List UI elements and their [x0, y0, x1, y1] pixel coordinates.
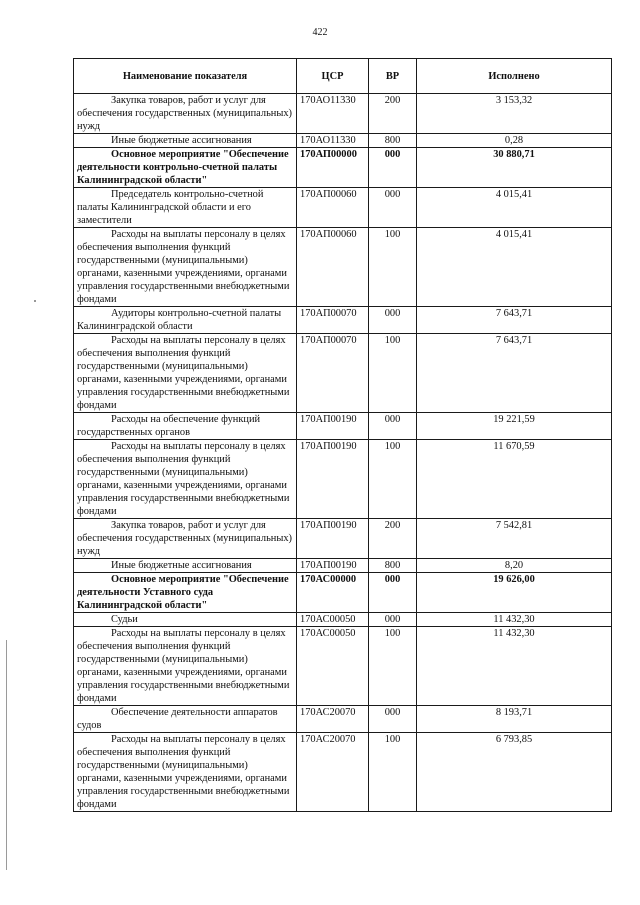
- row-name-cell: Закупка товаров, работ и услуг для обеспечения государственных (муниципальных) нужд: [74, 94, 297, 134]
- row-csr-code-cell: 170АП00190: [297, 413, 369, 440]
- row-name-cell: Расходы на выплаты персоналу в целях обеспечения выполнения функций государственными (муниципальными) органами, казенными учреждениями, органами управления государственными внебюджетными фондами: [74, 440, 297, 519]
- table-row: [74, 627, 612, 706]
- table-row: [74, 188, 612, 228]
- row-vr-code-cell: 800: [369, 134, 417, 148]
- row-vr-code-cell: 000: [369, 307, 417, 334]
- scan-edge-mark: [6, 640, 7, 870]
- row-csr-code-cell: 170АО11330: [297, 94, 369, 134]
- row-vr-code-cell: 000: [369, 706, 417, 733]
- row-csr-code-cell: 170АС20070: [297, 733, 369, 812]
- row-amount-cell: 4 015,41: [417, 228, 612, 307]
- row-name-cell: Судьи: [74, 613, 297, 627]
- row-amount-cell: 8 193,71: [417, 706, 612, 733]
- table-row: [74, 148, 612, 188]
- row-csr-code-cell: 170АП00070: [297, 334, 369, 413]
- row-csr-code-cell: 170АП00070: [297, 307, 369, 334]
- table-row: [74, 559, 612, 573]
- row-csr-code-cell: 170АП00190: [297, 519, 369, 559]
- table-body: [74, 94, 612, 812]
- row-vr-code-cell: 100: [369, 733, 417, 812]
- row-csr-code-cell: 170АП00190: [297, 440, 369, 519]
- row-name-cell: Аудиторы контрольно-счетной палаты Калининградской области: [74, 307, 297, 334]
- row-csr-code-cell: 170АС00050: [297, 613, 369, 627]
- row-vr-code-cell: 000: [369, 148, 417, 188]
- header-vr: ВР: [369, 59, 417, 94]
- row-amount-cell: 0,28: [417, 134, 612, 148]
- row-csr-code-cell: 170АС20070: [297, 706, 369, 733]
- row-amount-cell: 7 643,71: [417, 307, 612, 334]
- row-name-cell: Обеспечение деятельности аппаратов судов: [74, 706, 297, 733]
- header-amount: Исполнено: [417, 59, 612, 94]
- row-amount-cell: 6 793,85: [417, 733, 612, 812]
- header-csr: ЦСР: [297, 59, 369, 94]
- row-amount-cell: 7 643,71: [417, 334, 612, 413]
- row-csr-code-cell: 170АП00000: [297, 148, 369, 188]
- row-amount-cell: 19 221,59: [417, 413, 612, 440]
- page-number: 422: [312, 27, 328, 38]
- row-csr-code-cell: 170АС00000: [297, 573, 369, 613]
- row-name-cell: Председатель контрольно-счетной палаты Калининградской области и его заместители: [74, 188, 297, 228]
- table-row: [74, 573, 612, 613]
- row-vr-code-cell: 100: [369, 334, 417, 413]
- row-vr-code-cell: 100: [369, 627, 417, 706]
- table-row: [74, 307, 612, 334]
- row-csr-code-cell: 170АП00190: [297, 559, 369, 573]
- table-row: [74, 134, 612, 148]
- table-row: [74, 228, 612, 307]
- row-amount-cell: 19 626,00: [417, 573, 612, 613]
- row-vr-code-cell: 000: [369, 613, 417, 627]
- row-vr-code-cell: 200: [369, 519, 417, 559]
- row-vr-code-cell: 100: [369, 228, 417, 307]
- row-csr-code-cell: 170АО11330: [297, 134, 369, 148]
- row-amount-cell: 4 015,41: [417, 188, 612, 228]
- table-header-row: [74, 59, 612, 94]
- table-row: [74, 334, 612, 413]
- row-name-cell: Расходы на обеспечение функций государственных органов: [74, 413, 297, 440]
- header-name: Наименование показателя: [74, 59, 297, 94]
- row-vr-code-cell: 000: [369, 413, 417, 440]
- row-vr-code-cell: 000: [369, 573, 417, 613]
- row-amount-cell: 3 153,32: [417, 94, 612, 134]
- row-name-cell: Иные бюджетные ассигнования: [74, 559, 297, 573]
- row-vr-code-cell: 800: [369, 559, 417, 573]
- row-vr-code-cell: 100: [369, 440, 417, 519]
- row-name-cell: Основное мероприятие "Обеспечение деятельности контрольно-счетной палаты Калининградской области": [74, 148, 297, 188]
- row-csr-code-cell: 170АС00050: [297, 627, 369, 706]
- budget-table: [73, 58, 612, 812]
- table-row: [74, 440, 612, 519]
- row-vr-code-cell: 200: [369, 94, 417, 134]
- row-amount-cell: 7 542,81: [417, 519, 612, 559]
- table-row: [74, 706, 612, 733]
- row-name-cell: Закупка товаров, работ и услуг для обеспечения государственных (муниципальных) нужд: [74, 519, 297, 559]
- row-amount-cell: 11 432,30: [417, 627, 612, 706]
- table-row: [74, 94, 612, 134]
- table-row: [74, 733, 612, 812]
- row-amount-cell: 30 880,71: [417, 148, 612, 188]
- scan-speck: [34, 300, 36, 302]
- row-vr-code-cell: 000: [369, 188, 417, 228]
- row-csr-code-cell: 170АП00060: [297, 228, 369, 307]
- row-name-cell: Расходы на выплаты персоналу в целях обеспечения выполнения функций государственными (муниципальными) органами, казенными учреждениями, органами управления государственными внебюджетными фондами: [74, 334, 297, 413]
- table-row: [74, 613, 612, 627]
- table-row: [74, 413, 612, 440]
- row-name-cell: Расходы на выплаты персоналу в целях обеспечения выполнения функций государственными (муниципальными) органами, казенными учреждениями, органами управления государственными внебюджетными фондами: [74, 228, 297, 307]
- row-amount-cell: 11 670,59: [417, 440, 612, 519]
- row-amount-cell: 11 432,30: [417, 613, 612, 627]
- row-csr-code-cell: 170АП00060: [297, 188, 369, 228]
- row-name-cell: Иные бюджетные ассигнования: [74, 134, 297, 148]
- table-row: [74, 519, 612, 559]
- row-name-cell: Расходы на выплаты персоналу в целях обеспечения выполнения функций государственными (муниципальными) органами, казенными учреждениями, органами управления государственными внебюджетными фондами: [74, 627, 297, 706]
- row-name-cell: Основное мероприятие "Обеспечение деятельности Уставного суда Калининградской области": [74, 573, 297, 613]
- row-amount-cell: 8,20: [417, 559, 612, 573]
- row-name-cell: Расходы на выплаты персоналу в целях обеспечения выполнения функций государственными (муниципальными) органами, казенными учреждениями, органами управления государственными внебюджетными фондами: [74, 733, 297, 812]
